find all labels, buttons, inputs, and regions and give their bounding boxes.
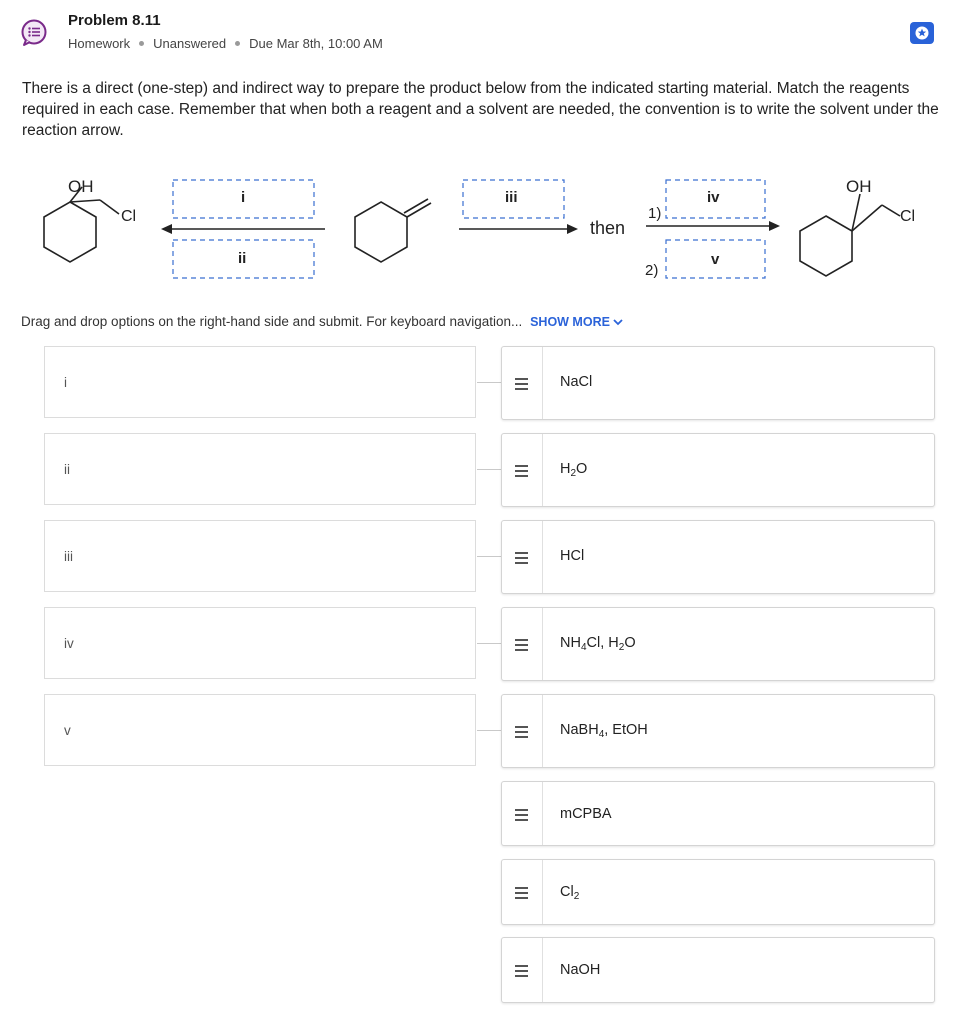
assignment-type: Homework	[68, 36, 131, 51]
drop-slot-iii[interactable]	[44, 520, 476, 592]
option-text: NaCl	[560, 374, 593, 390]
oh-label-right: OH	[846, 177, 872, 196]
box-v-label: v	[711, 251, 720, 268]
problem-title: Problem 8.11	[68, 12, 161, 29]
reaction-scheme	[0, 170, 959, 300]
cyclohexane-ring-right	[800, 216, 852, 276]
slot-connector	[477, 556, 501, 557]
slot-connector	[477, 382, 501, 383]
cyclohexane-ring-left	[44, 202, 96, 262]
drag-handle-icon[interactable]	[502, 347, 543, 419]
drag-handle-icon[interactable]	[502, 608, 543, 680]
drag-handle-icon[interactable]	[502, 434, 543, 506]
option-nacl[interactable]	[501, 346, 935, 420]
option-text: NaBH$_4$, EtOH	[560, 722, 648, 740]
drag-note-text: Drag and drop options on the right-hand side and submit. For keyboard navigation...	[21, 314, 523, 329]
drag-instructions	[21, 314, 623, 329]
separator-dot	[139, 41, 144, 46]
instructions: There is a direct (one-step) and indirect way to prepare the product below from the indicated starting material. Match the reagents required in each case. Remember that when both a reagent and a solvent are needed, the convention is to write the solvent under the reaction arrow.	[22, 80, 939, 139]
star-icon	[914, 25, 930, 41]
due-date: Due Mar 8th, 10:00 AM	[249, 36, 383, 51]
drag-handle-icon[interactable]	[502, 521, 543, 593]
slot-label: ii	[64, 462, 70, 477]
slot-label: i	[64, 375, 67, 390]
problem-meta	[68, 36, 383, 51]
option-nh4cl-h2o[interactable]	[501, 607, 935, 681]
show-more-link[interactable]: SHOW MORE	[530, 315, 623, 329]
slot-label: iii	[64, 549, 73, 564]
option-text: $NH_4Cl$, $H_2O$	[560, 635, 636, 653]
option-cl2[interactable]	[501, 859, 935, 925]
question-list-icon	[20, 18, 48, 48]
then-label: then	[590, 218, 626, 238]
drag-handle-icon[interactable]	[502, 938, 543, 1002]
drag-handle-icon[interactable]	[502, 860, 543, 924]
slot-connector	[477, 730, 501, 731]
option-text: $H_2O$	[560, 461, 588, 479]
option-mcpba[interactable]	[501, 781, 935, 846]
chevron-down-icon	[613, 319, 623, 326]
step-2-label: 2)	[645, 262, 659, 279]
problem-header	[0, 0, 959, 70]
box-i-label: i	[241, 189, 246, 206]
answer-status: Unanswered	[153, 36, 227, 51]
slot-connector	[477, 469, 501, 470]
separator-dot	[235, 41, 240, 46]
box-iv-label: iv	[707, 189, 720, 206]
option-text: mCPBA	[560, 806, 612, 822]
drop-slot-iv[interactable]	[44, 607, 476, 679]
drop-slot-i[interactable]	[44, 346, 476, 418]
oh-label-left: OH	[68, 177, 94, 196]
step-1-label: 1)	[648, 205, 662, 222]
drop-slot-ii[interactable]	[44, 433, 476, 505]
option-h2o[interactable]	[501, 433, 935, 507]
option-nabh4-etoh[interactable]	[501, 694, 935, 768]
cl-label-right: Cl	[900, 208, 916, 225]
box-ii-label: ii	[238, 250, 247, 267]
option-text: NaOH	[560, 962, 601, 978]
slot-label: iv	[64, 636, 74, 651]
drag-handle-icon[interactable]	[502, 695, 543, 767]
cl-label-left: Cl	[121, 208, 137, 225]
slot-label: v	[64, 723, 71, 738]
option-naoh[interactable]	[501, 937, 935, 1003]
option-hcl[interactable]	[501, 520, 935, 594]
bookmark-star-button[interactable]	[910, 22, 934, 44]
slot-connector	[477, 643, 501, 644]
box-iii-label: iii	[505, 189, 518, 206]
option-text: HCl	[560, 548, 585, 564]
cyclohexane-ring-middle	[355, 202, 407, 262]
drag-handle-icon[interactable]	[502, 782, 543, 845]
drop-slot-v[interactable]	[44, 694, 476, 766]
option-text: $Cl_2$	[560, 884, 580, 902]
